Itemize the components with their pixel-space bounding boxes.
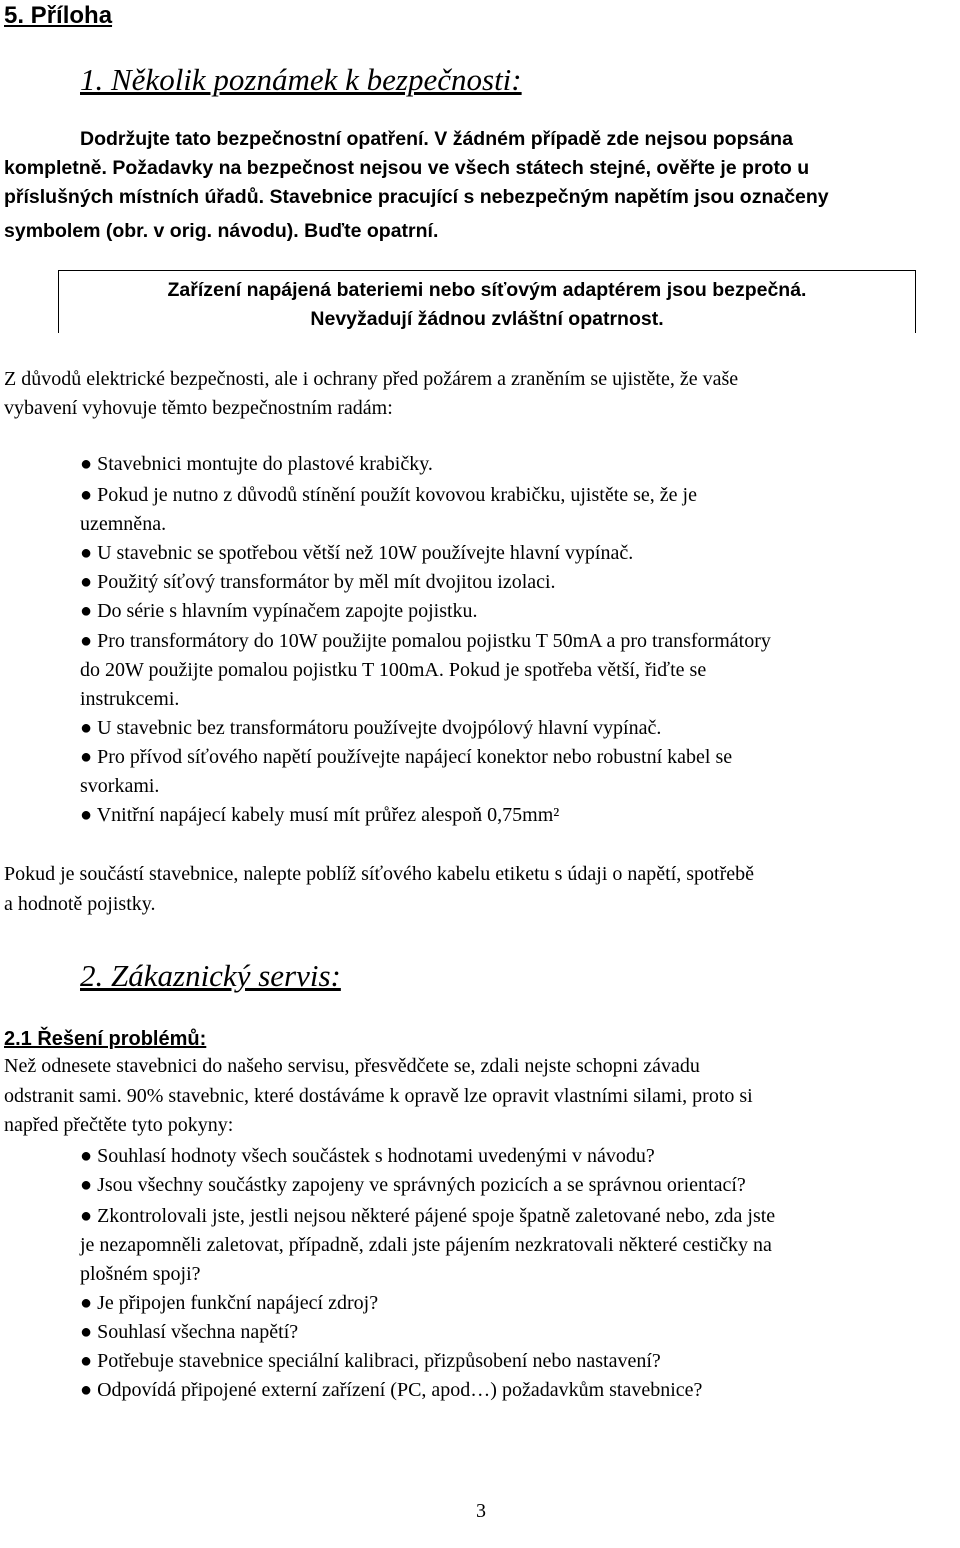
bullet-item: ● U stavebnic se spotřebou větší než 10W používejte hlavní vypínač. (80, 542, 634, 564)
paragraph-line: napřed přečtěte tyto pokyny: (4, 1114, 234, 1136)
bullet-item: ● Pro přívod síťového napětí používejte napájecí konektor nebo robustní kabel se (80, 746, 733, 768)
intro-line: kompletně. Požadavky na bezpečnost nejsou ve všech státech stejné, ověřte je proto u (4, 157, 810, 179)
intro-line: příslušných místních úřadů. Stavebnice pracující s nebezpečným napětím jsou označeny (4, 186, 829, 208)
box-line: Zařízení napájená bateriemi nebo síťovým adaptérem jsou bezpečná. (167, 279, 807, 301)
paragraph-line: a hodnotě pojistky. (4, 893, 156, 915)
page-number: 3 (476, 1500, 486, 1522)
heading-safety: 1. Několik poznámek k bezpečnosti: (80, 62, 522, 97)
intro-line: Dodržujte tato bezpečnostní opatření. V žádném případě zde nejsou popsána (80, 128, 793, 150)
paragraph-line: Z důvodů elektrické bezpečnosti, ale i ochrany před požárem a zraněním se ujistěte, že vaše (4, 368, 739, 390)
checklist-item: ● Potřebuje stavebnice speciální kalibraci, přizpůsobení nebo nastavení? (80, 1350, 661, 1372)
paragraph-line: Pokud je součástí stavebnice, nalepte poblíž síťového kabelu etiketu s údaji o napětí, spotřebě (4, 863, 755, 885)
checklist-item-continuation: je nezapomněli zaletovat, případně, zdali jste pájením nezkratovali některé cestičky na (80, 1234, 772, 1256)
bullet-item: ● U stavebnic bez transformátoru používejte dvojpólový hlavní vypínač. (80, 717, 662, 739)
bullet-item-continuation: do 20W použijte pomalou pojistku T 100mA. Pokud je spotřeba větší, řiďte se (80, 659, 707, 681)
bullet-item-continuation: instrukcemi. (80, 688, 180, 710)
paragraph-line: Než odnesete stavebnici do našeho servisu, přesvědčete se, zdali nejste schopni závadu (4, 1055, 700, 1077)
paragraph-line: vybavení vyhovuje těmto bezpečnostním radám: (4, 397, 393, 419)
checklist-item: ● Souhlasí všechna napětí? (80, 1321, 299, 1343)
safety-note-box (58, 270, 916, 333)
checklist-item: ● Jsou všechny součástky zapojeny ve správných pozicích a se správnou orientací? (80, 1174, 746, 1196)
bullet-item: ● Vnitřní napájecí kabely musí mít průřez alespoň 0,75mm² (80, 804, 560, 826)
checklist-item-continuation: plošném spoji? (80, 1263, 201, 1285)
bullet-item: ● Pokud je nutno z důvodů stínění použít kovovou krabičku, ujistěte se, že je (80, 484, 697, 506)
intro-line: symbolem (obr. v orig. návodu). Buďte opatrní. (4, 220, 439, 242)
bullet-item-continuation: svorkami. (80, 775, 160, 797)
bullet-item-continuation: uzemněna. (80, 513, 167, 535)
checklist-item: ● Je připojen funkční napájecí zdroj? (80, 1292, 379, 1314)
bullet-item: ● Stavebnici montujte do plastové krabičky. (80, 453, 433, 475)
bullet-item: ● Do série s hlavním vypínačem zapojte pojistku. (80, 600, 478, 622)
bullet-item: ● Použitý síťový transformátor by měl mít dvojitou izolaci. (80, 571, 556, 593)
box-line: Nevyžadují žádnou zvláštní opatrnost. (310, 308, 664, 330)
checklist-item: ● Zkontrolovali jste, jestli nejsou některé pájené spoje špatně zaletované nebo, zda jste (80, 1205, 776, 1227)
heading-troubleshooting: 2.1 Řešení problémů: (4, 1028, 207, 1050)
bullet-item: ● Pro transformátory do 10W použijte pomalou pojistku T 50mA a pro transformátory (80, 630, 771, 652)
section-title: 5. Příloha (4, 2, 113, 29)
checklist-item: ● Odpovídá připojené externí zařízení (PC, apod…) požadavkům stavebnice? (80, 1379, 703, 1401)
checklist-item: ● Souhlasí hodnoty všech součástek s hodnotami uvedenými v návodu? (80, 1145, 655, 1167)
paragraph-line: odstranit sami. 90% stavebnic, které dostáváme k opravě lze opravit vlastními silami, proto si (4, 1085, 753, 1107)
heading-customer-service: 2. Zákaznický servis: (80, 958, 341, 993)
